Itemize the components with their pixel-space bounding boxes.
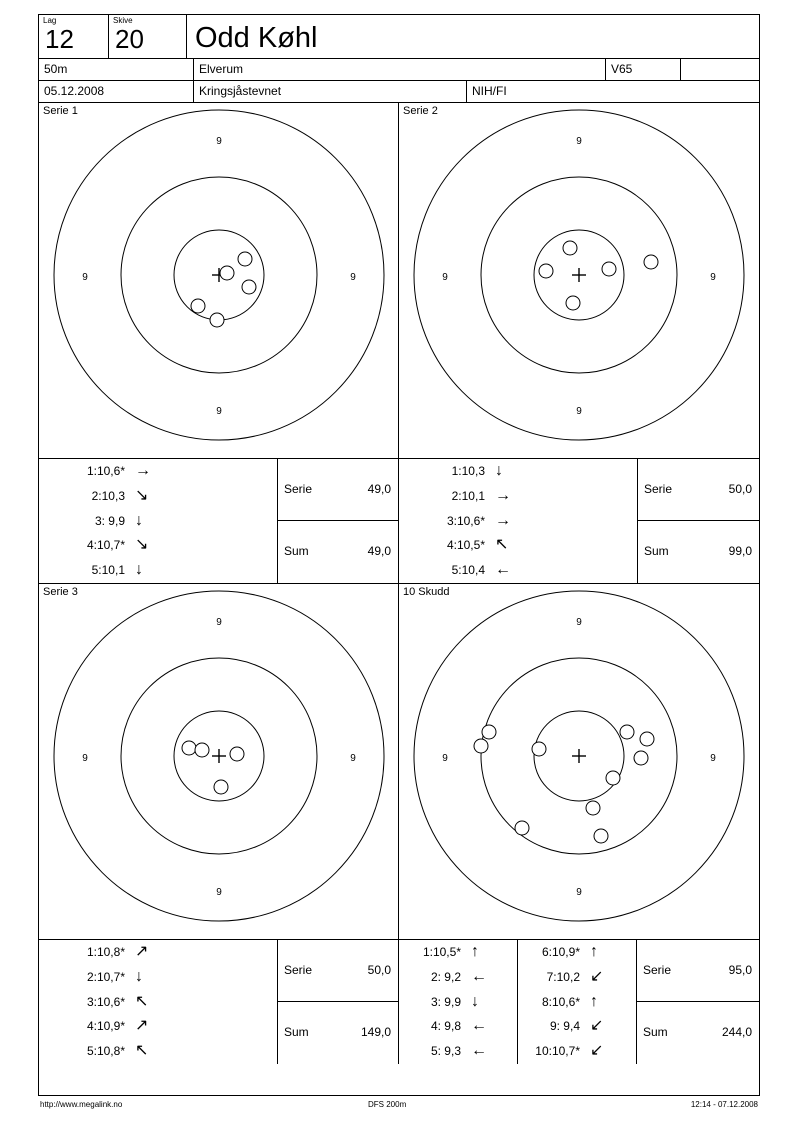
shot-score: 2:10,3: [91, 488, 125, 503]
shot-list: [39, 940, 278, 1064]
targets-row-1: [39, 103, 759, 459]
shot-direction-icon: ↓: [135, 561, 143, 579]
serie-total-value: 50,0: [367, 963, 391, 977]
shot-score: 1:10,5*: [422, 945, 461, 959]
sum-total: [637, 1002, 759, 1064]
target-serie-1: [39, 103, 399, 458]
svg-text:9: 9: [442, 753, 448, 764]
serie-total: [638, 459, 759, 521]
shot-list: [399, 459, 638, 583]
shot-row: [399, 459, 637, 484]
shooter-name-cell: [187, 15, 759, 58]
svg-text:9: 9: [216, 617, 222, 628]
serie-total-value: 49,0: [367, 482, 391, 496]
serie-total-label: Serie: [284, 482, 313, 496]
score-block-serie-1: [39, 459, 399, 583]
serie-total-label: Serie: [284, 963, 313, 977]
shot-direction-icon: ←: [471, 1017, 487, 1035]
shot-list-last-five: [518, 940, 637, 1064]
sum-total-value: 49,0: [367, 544, 391, 558]
shot-score: 4: 9,8: [430, 1019, 461, 1034]
header-identity-row: [39, 15, 759, 59]
sum-total: [278, 521, 398, 583]
shot-direction-icon: →: [495, 511, 511, 529]
targets-row-2: [39, 584, 759, 940]
svg-text:9: 9: [350, 753, 356, 764]
shot-row: [39, 558, 277, 583]
shot-direction-icon: ↓: [135, 511, 143, 529]
target-graphic: [39, 103, 399, 458]
shot-row: [518, 1039, 636, 1064]
shot-score: 2:10,7*: [86, 969, 125, 984]
shot-score: 5: 9,3: [430, 1044, 461, 1059]
shot-row: [39, 459, 277, 484]
shot-row: [39, 1014, 277, 1039]
shot-row: [399, 558, 637, 583]
shot-score: 2: 9,2: [430, 969, 461, 984]
svg-text:9: 9: [216, 887, 222, 898]
skive-tag: Skive: [113, 16, 133, 25]
shot-direction-icon: ←: [471, 1042, 487, 1060]
shot-score: 5:10,8*: [86, 1044, 125, 1059]
shot-score: 3:10,6*: [86, 994, 125, 1009]
sum-total-label: Sum: [644, 544, 669, 558]
shot-direction-icon: ←: [471, 967, 487, 985]
shot-row: [518, 990, 636, 1015]
sum-total: [638, 521, 759, 583]
svg-text:9: 9: [576, 617, 582, 628]
shot-row: [39, 940, 277, 965]
svg-text:9: 9: [82, 753, 88, 764]
shot-score: 6:10,9*: [541, 945, 580, 959]
place-field: Elverum: [194, 59, 606, 80]
shot-score: 9: 9,4: [549, 1019, 580, 1034]
target-graphic: [399, 584, 759, 939]
shot-direction-icon: ↗: [135, 943, 149, 960]
shot-direction-icon: ↓: [471, 992, 479, 1010]
page-footer: [38, 1100, 760, 1112]
header-detail-row: [39, 81, 759, 103]
shot-direction-icon: ↖: [135, 1042, 149, 1060]
serie-total-value: 95,0: [728, 963, 752, 977]
target-graphic: [39, 584, 399, 939]
distance-field: 50m: [39, 59, 194, 80]
shot-row: [39, 484, 277, 509]
lag-cell: [39, 15, 109, 58]
svg-text:9: 9: [82, 272, 88, 283]
serie-total-value: 50,0: [728, 482, 752, 496]
shot-score: 2:10,1: [451, 488, 485, 503]
date-field: 05.12.2008: [39, 81, 194, 102]
skive-cell: [109, 15, 187, 58]
svg-text:9: 9: [350, 272, 356, 283]
shot-row: [39, 990, 277, 1015]
footer-center-text: DFS 200m: [368, 1100, 407, 1109]
sum-total-value: 149,0: [360, 1025, 391, 1039]
shot-direction-icon: ↑: [590, 943, 598, 960]
shot-row: [399, 509, 637, 534]
range-field: Kringsjåstevnet: [194, 81, 467, 102]
shot-list-first-five: [399, 940, 518, 1064]
shot-direction-icon: ↘: [135, 536, 149, 554]
shot-score: 3: 9,9: [94, 513, 125, 528]
shot-direction-icon: ↙: [590, 967, 604, 985]
sum-total-label: Sum: [284, 1025, 309, 1039]
organizer-field: NIH/FI: [472, 84, 507, 98]
sum-total-value: 244,0: [721, 1025, 752, 1039]
svg-text:9: 9: [216, 406, 222, 417]
shot-direction-icon: ↖: [495, 536, 509, 554]
target-10-skudd: [399, 584, 759, 939]
svg-text:9: 9: [216, 136, 222, 147]
shot-row: [399, 1039, 517, 1064]
shot-score: 5:10,4: [451, 563, 485, 578]
shot-direction-icon: ←: [495, 561, 511, 579]
serie-total: [637, 940, 759, 1002]
shot-score: 4:10,5*: [446, 538, 485, 553]
shot-direction-icon: ↑: [590, 992, 598, 1010]
shot-row: [39, 965, 277, 990]
shot-row: [399, 940, 517, 965]
shot-score: 8:10,6*: [541, 994, 580, 1009]
shot-row: [399, 484, 637, 509]
shot-direction-icon: →: [495, 486, 511, 504]
shot-row: [39, 1039, 277, 1064]
shot-score: 4:10,7*: [86, 538, 125, 553]
sum-total-label: Sum: [643, 1025, 668, 1039]
class-field: V65: [606, 59, 681, 80]
shot-score: 3:10,6*: [446, 513, 485, 528]
shot-row: [518, 940, 636, 965]
shot-score: 7:10,2: [546, 969, 580, 984]
svg-text:9: 9: [576, 406, 582, 417]
scores-row-2: [39, 940, 759, 1064]
target-graphic: [399, 103, 759, 458]
header-event-row: [39, 59, 759, 81]
shot-row: [399, 1014, 517, 1039]
shot-direction-icon: →: [135, 462, 151, 479]
totals: [638, 459, 759, 583]
totals: [637, 940, 759, 1064]
shot-score: 1:10,3: [451, 464, 485, 478]
shot-direction-icon: ↗: [135, 1017, 149, 1035]
skive-value: 20: [115, 24, 144, 54]
shot-direction-icon: ↓: [495, 462, 503, 479]
totals: [278, 459, 398, 583]
shot-row: [399, 990, 517, 1015]
score-block-serie-3: [39, 940, 399, 1064]
shot-score: 5:10,1: [91, 563, 125, 578]
sum-total-label: Sum: [284, 544, 309, 558]
shot-row: [518, 1014, 636, 1039]
shot-list: [39, 459, 278, 583]
blank-field: [681, 59, 759, 80]
shot-direction-icon: ↓: [135, 967, 143, 985]
shot-score: 1:10,8*: [86, 945, 125, 959]
lag-value: 12: [45, 24, 74, 54]
svg-text:9: 9: [710, 753, 716, 764]
svg-text:9: 9: [710, 272, 716, 283]
svg-text:9: 9: [576, 887, 582, 898]
shot-row: [39, 533, 277, 558]
score-block-serie-2: [399, 459, 759, 583]
shot-direction-icon: ↘: [135, 486, 149, 504]
shot-row: [399, 533, 637, 558]
footer-timestamp: 12:14 - 07.12.2008: [690, 1100, 758, 1109]
serie-total: [278, 940, 398, 1002]
shot-row: [39, 509, 277, 534]
scores-row-1: [39, 459, 759, 584]
shot-direction-icon: ↖: [135, 992, 149, 1010]
shot-row: [518, 965, 636, 990]
totals: [278, 940, 398, 1064]
target-label: Serie 1: [43, 105, 78, 117]
shot-direction-icon: ↙: [590, 1042, 604, 1060]
target-label: Serie 3: [43, 586, 78, 598]
sum-total: [278, 1002, 398, 1064]
serie-total-label: Serie: [644, 482, 673, 496]
shot-score: 10:10,7*: [535, 1044, 580, 1059]
svg-text:9: 9: [576, 136, 582, 147]
lag-tag: Lag: [43, 16, 57, 25]
shot-direction-icon: ↙: [590, 1017, 604, 1035]
serie-total: [278, 459, 398, 521]
svg-text:9: 9: [442, 272, 448, 283]
score-block-10-skudd: [399, 940, 759, 1064]
sum-total-value: 99,0: [728, 544, 752, 558]
shot-row: [399, 965, 517, 990]
serie-total-label: Serie: [643, 963, 672, 977]
target-label: 10 Skudd: [403, 586, 450, 598]
shot-score: 3: 9,9: [430, 994, 461, 1009]
target-serie-2: [399, 103, 759, 458]
target-label: Serie 2: [403, 105, 438, 117]
target-serie-3: [39, 584, 399, 939]
footer-url[interactable]: http://www.megalink.no: [40, 1100, 123, 1109]
result-sheet: [38, 14, 760, 1096]
shooter-name: Odd Køhl: [195, 22, 318, 54]
shot-direction-icon: ↑: [471, 943, 479, 960]
shot-score: 1:10,6*: [86, 464, 125, 478]
shot-score: 4:10,9*: [86, 1019, 125, 1034]
